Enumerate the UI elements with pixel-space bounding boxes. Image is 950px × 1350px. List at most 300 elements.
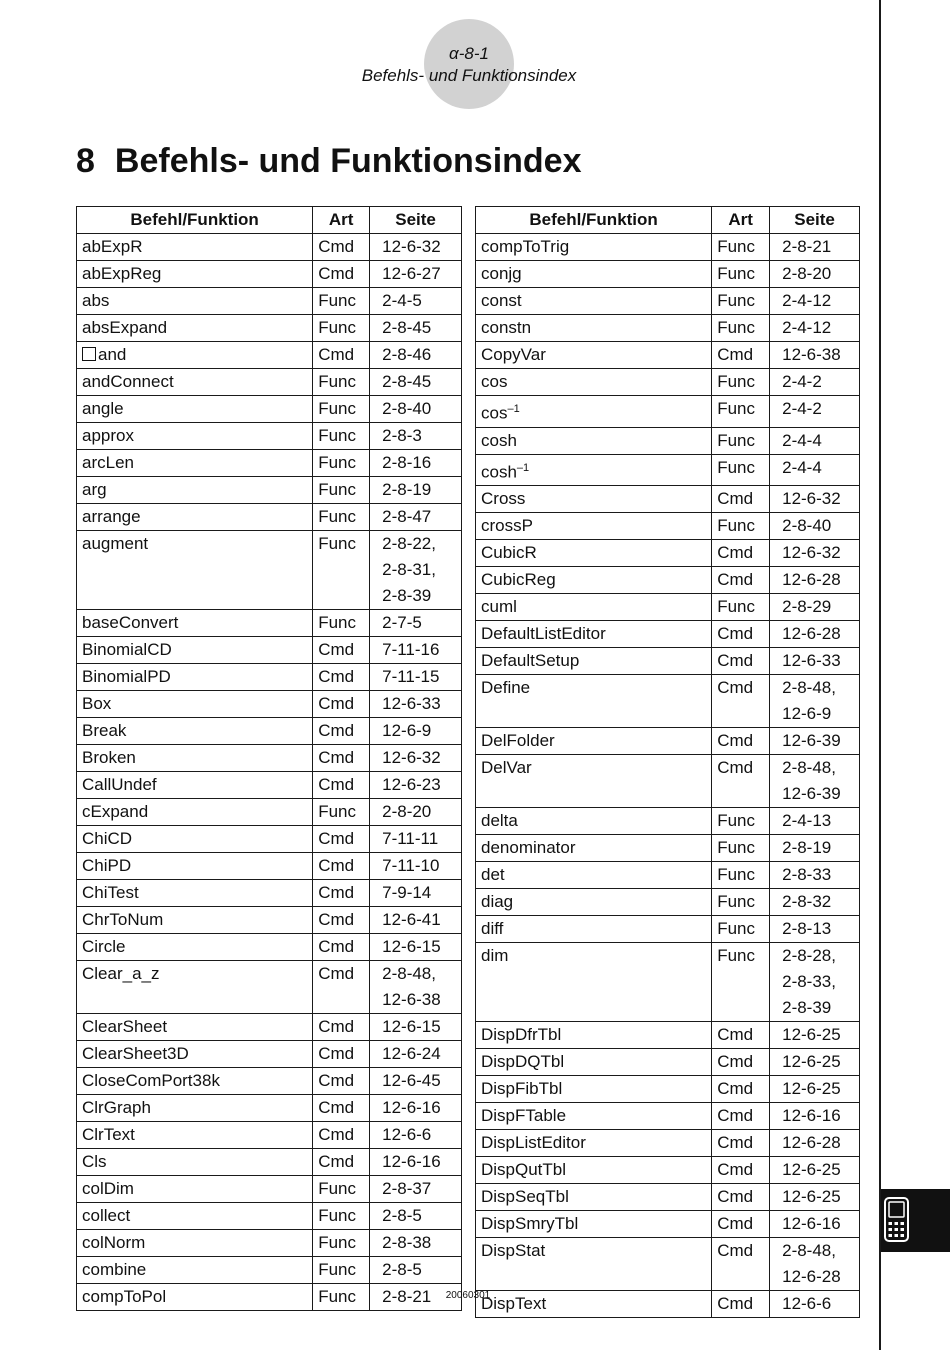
entry-pages (370, 637, 462, 664)
page-code: α-8-1 (449, 44, 489, 63)
entry-type: Func (712, 288, 770, 315)
page-ref: 2-8-19 (382, 480, 432, 499)
entry-name-text: cosh (481, 430, 517, 450)
table-row (476, 808, 860, 835)
entry-pages (370, 531, 462, 610)
entry-name-text: Cross (481, 489, 526, 509)
entry-name (476, 943, 712, 1022)
entry-type: Cmd (712, 540, 770, 567)
table-row (476, 427, 860, 454)
table-row (476, 889, 860, 916)
table-row (476, 1184, 860, 1211)
entry-name-text: DispDQTbl (481, 1052, 565, 1072)
table-row (476, 369, 860, 396)
entry-pages (370, 745, 462, 772)
entry-name-text: CloseComPort38k (82, 1071, 220, 1090)
table-row (77, 853, 462, 880)
entry-name (476, 315, 712, 342)
entry-name-text: BinomialPD (82, 667, 171, 686)
entry-name-text: conjg (481, 264, 522, 283)
page-ref: 12-6-32 (382, 237, 441, 256)
entry-type: Func (712, 889, 770, 916)
page-ref: 12-6-24 (382, 1044, 441, 1063)
entry-name-text: ChiPD (82, 856, 132, 875)
page-ref: 12-6-41 (382, 910, 441, 929)
entry-pages (770, 234, 860, 261)
page-ref: 2-8-19 (782, 838, 832, 858)
entry-name (77, 610, 313, 637)
entry-name (476, 567, 712, 594)
entry-name-text: DispFTable (481, 1106, 567, 1126)
entry-type: Func (712, 808, 770, 835)
entry-type: Func (712, 427, 770, 454)
page-ref: 12-6-6 (382, 1125, 432, 1144)
calculator-icon (881, 1189, 950, 1252)
column-header-type: Art (712, 207, 770, 234)
page-ref: 12-6-28 (782, 570, 841, 590)
index-table-right (475, 206, 860, 1318)
entry-name (77, 504, 313, 531)
entry-name (476, 728, 712, 755)
entry-name (476, 1076, 712, 1103)
entry-name (77, 1176, 313, 1203)
table-row (476, 943, 860, 1022)
entry-name-text: Break (82, 721, 127, 740)
entry-pages (370, 1176, 462, 1203)
entry-name-text: CopyVar (481, 345, 546, 364)
table-row (77, 1149, 462, 1176)
page-ref: 12-6-45 (382, 1071, 441, 1090)
table-row (77, 1014, 462, 1041)
entry-name-text: delta (481, 811, 518, 831)
entry-type: Cmd (313, 1014, 370, 1041)
entry-pages (770, 1238, 860, 1291)
entry-pages (370, 691, 462, 718)
entry-pages (770, 1211, 860, 1238)
table-row (77, 288, 462, 315)
entry-pages (370, 369, 462, 396)
page-ref: 2-8-48, (382, 964, 436, 983)
entry-name-text: compToTrig (481, 237, 570, 256)
entry-name-text: cuml (481, 597, 517, 617)
page-ref: 2-4-5 (382, 291, 422, 310)
entry-name-text: Broken (82, 748, 136, 767)
entry-name (476, 1022, 712, 1049)
entry-type: Cmd (313, 934, 370, 961)
entry-name (476, 755, 712, 808)
entry-name (476, 916, 712, 943)
index-table-left (76, 206, 462, 1311)
table-row (77, 826, 462, 853)
entry-name (476, 288, 712, 315)
entry-pages (770, 513, 860, 540)
table-row (476, 513, 860, 540)
entry-name-text: ChrToNum (82, 910, 164, 929)
side-tab (881, 1189, 950, 1252)
entry-pages (370, 610, 462, 637)
entry-name-text: Box (82, 694, 112, 713)
entry-pages (370, 1122, 462, 1149)
entry-type: Cmd (712, 1130, 770, 1157)
entry-type: Cmd (712, 755, 770, 808)
entry-name (77, 907, 313, 934)
page-ref: 2-8-39 (382, 586, 432, 605)
entry-type: Cmd (712, 1211, 770, 1238)
page-ref: 12-6-6 (782, 1294, 832, 1314)
entry-pages (770, 1130, 860, 1157)
page-ref: 2-4-2 (782, 399, 822, 418)
table-row (476, 1157, 860, 1184)
page-ref: 2-8-31, (382, 560, 436, 579)
table-row (476, 594, 860, 621)
entry-name-text: det (481, 865, 505, 885)
entry-pages (770, 1049, 860, 1076)
table-row (77, 1122, 462, 1149)
entry-name (77, 261, 313, 288)
table-row (476, 755, 860, 808)
page-ref: 2-8-33, (782, 972, 836, 992)
page-ref: 12-6-15 (382, 937, 441, 956)
table-row (476, 234, 860, 261)
table-row (77, 772, 462, 799)
entry-pages (370, 1068, 462, 1095)
entry-pages (770, 1076, 860, 1103)
table-row (77, 961, 462, 1014)
entry-name (77, 1041, 313, 1068)
entry-name (77, 450, 313, 477)
table-row (77, 423, 462, 450)
entry-type: Func (313, 1203, 370, 1230)
entry-type: Cmd (712, 486, 770, 513)
entry-name (77, 745, 313, 772)
entry-type: Func (313, 315, 370, 342)
entry-pages (770, 889, 860, 916)
entry-name (77, 691, 313, 718)
table-header-row (476, 207, 860, 234)
table-header-row (77, 207, 462, 234)
table-row (476, 1103, 860, 1130)
page-ref: 12-6-27 (382, 264, 441, 283)
page-ref: 2-8-33 (782, 865, 832, 885)
table-row (476, 1238, 860, 1291)
entry-name (476, 1211, 712, 1238)
page-ref: 12-6-9 (382, 721, 432, 740)
page-ref: 2-4-2 (782, 372, 822, 391)
table-row (476, 342, 860, 369)
entry-type: Func (313, 610, 370, 637)
entry-name-text: DispQutTbl (481, 1160, 567, 1180)
entry-name-text: ClearSheet (82, 1017, 168, 1036)
entry-type: Cmd (313, 1149, 370, 1176)
entry-name-text: colNorm (82, 1233, 146, 1252)
entry-pages (370, 1257, 462, 1284)
entry-pages (770, 594, 860, 621)
page-ref: 2-8-13 (782, 919, 832, 939)
entry-name-text: collect (82, 1206, 131, 1225)
page-ref: 2-4-12 (782, 291, 832, 310)
entry-name-text: abs (82, 291, 110, 310)
table-row (77, 1068, 462, 1095)
entry-pages (370, 934, 462, 961)
entry-type: Func (313, 1230, 370, 1257)
table-row (476, 648, 860, 675)
page-ref: 2-8-29 (782, 597, 832, 617)
page-ref: 12-6-33 (382, 694, 441, 713)
entry-pages (770, 1103, 860, 1130)
entry-pages (770, 540, 860, 567)
page-ref: 12-6-32 (782, 489, 841, 509)
entry-name (77, 288, 313, 315)
entry-pages (770, 808, 860, 835)
column-header-name: Befehl/Funktion (476, 207, 712, 234)
entry-pages (370, 315, 462, 342)
entry-name-text: arg (82, 480, 107, 499)
page-ref: 2-8-5 (382, 1260, 422, 1279)
entry-type: Cmd (712, 1076, 770, 1103)
page-ref: 2-8-21 (382, 1287, 432, 1306)
page-ref: 12-6-28 (782, 1267, 841, 1287)
entry-name-text: DispText (481, 1294, 547, 1314)
table-row (77, 450, 462, 477)
entry-pages (770, 342, 860, 369)
entry-name-text: ClearSheet3D (82, 1044, 189, 1063)
entry-name-text: andConnect (82, 372, 174, 391)
entry-type: Func (712, 513, 770, 540)
entry-name (77, 315, 313, 342)
entry-name (476, 369, 712, 396)
table-row (476, 675, 860, 728)
table-row (476, 540, 860, 567)
entry-pages (370, 961, 462, 1014)
entry-name (476, 513, 712, 540)
entry-pages (770, 288, 860, 315)
page-ref: 2-8-47 (382, 507, 432, 526)
entry-pages (370, 450, 462, 477)
entry-name (476, 454, 712, 486)
entry-name (77, 342, 313, 369)
entry-name (77, 826, 313, 853)
page-ref: 12-6-23 (382, 775, 441, 794)
page-ref: 12-6-38 (782, 345, 841, 364)
table-row (476, 728, 860, 755)
table-row (476, 916, 860, 943)
column-header-page: Seite (770, 207, 860, 234)
entry-name (476, 835, 712, 862)
page-ref: 2-8-38 (382, 1233, 432, 1252)
entry-name (476, 261, 712, 288)
entry-name (476, 342, 712, 369)
entry-name-text: const (481, 291, 522, 310)
entry-name (476, 1184, 712, 1211)
entry-pages (770, 621, 860, 648)
entry-name-text: cExpand (82, 802, 149, 821)
page-ref: 2-8-39 (782, 998, 832, 1018)
entry-name-text: cosh (481, 462, 517, 482)
entry-name-text: augment (82, 534, 149, 553)
page-ref: 7-11-11 (382, 829, 439, 848)
entry-name-text: abExpR (82, 237, 143, 256)
entry-name-text: constn (481, 318, 532, 337)
page-ref: 2-8-20 (782, 264, 832, 283)
page-ref: 2-8-37 (382, 1179, 432, 1198)
entry-pages (370, 799, 462, 826)
entry-type: Cmd (313, 853, 370, 880)
entry-name-text: Cls (82, 1152, 107, 1171)
page-ref: 2-4-13 (782, 811, 832, 831)
entry-type: Cmd (712, 1184, 770, 1211)
entry-type: Func (712, 454, 770, 486)
footer-code: 20060301 (445, 1290, 491, 1301)
page-ref: 2-8-5 (382, 1206, 422, 1225)
table-row (476, 1130, 860, 1157)
entry-pages (770, 454, 860, 486)
entry-name-text: ChiCD (82, 829, 133, 848)
entry-name-text: CallUndef (82, 775, 157, 794)
page-ref: 12-6-16 (382, 1098, 441, 1117)
entry-name (77, 477, 313, 504)
entry-pages (770, 916, 860, 943)
entry-name (476, 862, 712, 889)
entry-name-text: denominator (481, 838, 576, 858)
page-ref: 2-8-48, (782, 678, 836, 698)
table-row (476, 1211, 860, 1238)
entry-pages (370, 1014, 462, 1041)
entry-name-text: ClrText (82, 1125, 135, 1144)
entry-name (77, 369, 313, 396)
entry-name-text: DelVar (481, 758, 532, 778)
table-row (77, 1230, 462, 1257)
table-row (77, 1203, 462, 1230)
entry-type: Cmd (712, 1291, 770, 1318)
entry-name-text: CubicReg (481, 570, 556, 590)
page-ref: 2-8-28, (782, 946, 836, 966)
entry-type: Cmd (712, 342, 770, 369)
entry-type: Cmd (313, 826, 370, 853)
table-row (77, 369, 462, 396)
entry-type: Cmd (712, 728, 770, 755)
page-ref: 2-8-32 (782, 892, 832, 912)
table-row (77, 610, 462, 637)
page-ref: 12-6-32 (782, 543, 841, 563)
entry-name-text: Circle (82, 937, 126, 956)
page-ref: 7-11-16 (382, 640, 440, 659)
entry-name (77, 1284, 313, 1311)
entry-pages (370, 288, 462, 315)
column-header-type: Art (313, 207, 370, 234)
entry-name (77, 234, 313, 261)
table-row (77, 1041, 462, 1068)
entry-name-text: abExpReg (82, 264, 162, 283)
entry-type: Cmd (712, 675, 770, 728)
entry-type: Func (313, 1176, 370, 1203)
table-row (77, 718, 462, 745)
entry-name (77, 961, 313, 1014)
page-ref: 2-8-46 (382, 345, 432, 364)
entry-name (476, 540, 712, 567)
entry-type: Cmd (313, 637, 370, 664)
entry-name (77, 637, 313, 664)
entry-pages (370, 396, 462, 423)
entry-type: Cmd (313, 907, 370, 934)
entry-name-text: crossP (481, 516, 533, 536)
entry-name-text: DispSeqTbl (481, 1187, 569, 1207)
entry-type: Func (712, 369, 770, 396)
page-ref: 2-4-4 (782, 430, 822, 450)
entry-name (476, 1130, 712, 1157)
entry-pages (770, 943, 860, 1022)
entry-name-text: compToPol (82, 1287, 167, 1306)
entry-pages (370, 423, 462, 450)
entry-pages (370, 504, 462, 531)
entry-name-text: Clear_a_z (82, 964, 160, 983)
table-row (77, 261, 462, 288)
column-header-name: Befehl/Funktion (77, 207, 313, 234)
table-row (476, 288, 860, 315)
entry-type: Func (313, 477, 370, 504)
entry-type: Func (313, 504, 370, 531)
entry-type: Func (313, 396, 370, 423)
entry-name-text: diff (481, 919, 504, 939)
entry-name (476, 889, 712, 916)
entry-type: Cmd (313, 1041, 370, 1068)
table-row (77, 664, 462, 691)
entry-name-text: DelFolder (481, 731, 555, 751)
entry-pages (770, 427, 860, 454)
entry-name (476, 594, 712, 621)
entry-pages (770, 1184, 860, 1211)
entry-type: Func (712, 234, 770, 261)
page-ref: 12-6-28 (782, 1133, 841, 1153)
table-row (77, 234, 462, 261)
page-ref: 2-7-5 (382, 613, 422, 632)
entry-type: Cmd (313, 691, 370, 718)
entry-name (77, 423, 313, 450)
entry-superscript: –1 (507, 403, 520, 415)
entry-name-text: approx (82, 426, 134, 445)
entry-pages (770, 755, 860, 808)
table-row (77, 1095, 462, 1122)
entry-name (77, 934, 313, 961)
entry-name (476, 1238, 712, 1291)
entry-name-text: DefaultSetup (481, 651, 580, 671)
entry-name-text: and (98, 345, 127, 364)
entry-type: Func (712, 862, 770, 889)
page-ref: 12-6-38 (382, 990, 441, 1009)
entry-name (476, 427, 712, 454)
entry-type: Cmd (313, 718, 370, 745)
entry-pages (370, 477, 462, 504)
page-ref: 12-6-25 (782, 1187, 841, 1207)
entry-pages (770, 648, 860, 675)
page-ref: 2-8-48, (782, 1241, 836, 1261)
table-row (476, 1022, 860, 1049)
entry-name (476, 808, 712, 835)
chapter-number: 8 (76, 142, 95, 180)
table-row (77, 477, 462, 504)
entry-type: Func (313, 288, 370, 315)
page-ref: 12-6-16 (382, 1152, 441, 1171)
entry-name-text: cos (481, 403, 508, 423)
entry-name-text: arrange (82, 507, 141, 526)
table-row (476, 835, 860, 862)
entry-type: Func (712, 261, 770, 288)
table-row (77, 1176, 462, 1203)
table-row (77, 907, 462, 934)
entry-type: Func (313, 531, 370, 610)
entry-type: Cmd (313, 1122, 370, 1149)
entry-pages (770, 486, 860, 513)
entry-pages (770, 261, 860, 288)
